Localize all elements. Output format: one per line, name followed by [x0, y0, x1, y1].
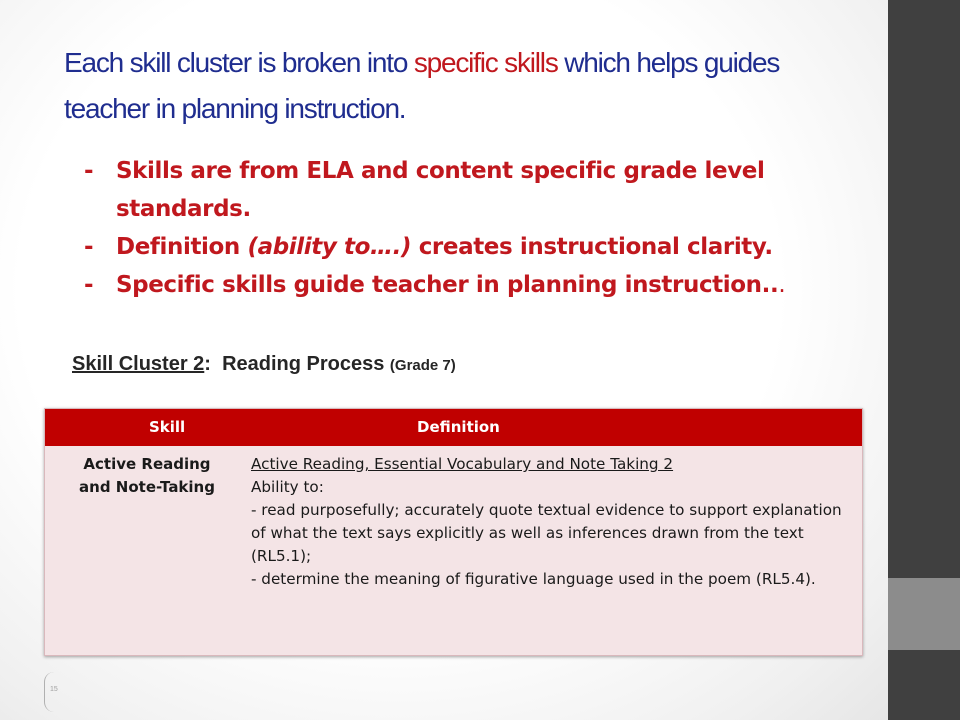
skill-cluster-heading	[72, 353, 456, 376]
table-header-row	[45, 409, 862, 446]
skill-table	[44, 408, 863, 656]
cluster-label: Skill Cluster 2	[72, 353, 205, 375]
bullet-text-italic: (ability to….)	[247, 234, 412, 260]
bullet-dash: -	[84, 158, 94, 184]
definition-line: Ability to:	[251, 478, 324, 496]
bullet-item	[84, 266, 884, 304]
bullet-text: Specific skills guide teacher in planning instruction..	[116, 272, 779, 298]
cluster-colon: :	[204, 353, 223, 375]
side-decoration-bar	[888, 0, 960, 720]
header-skill: Skill	[149, 418, 186, 436]
bullet-dash: -	[84, 234, 94, 260]
bullet-item	[84, 228, 884, 266]
skill-name-line: Active Reading	[83, 455, 211, 473]
bullet-dash: -	[84, 272, 94, 298]
definition-line: - determine the meaning of figurative language used in the poem (RL5.4).	[251, 570, 816, 588]
title-highlight: specific skills	[413, 47, 558, 78]
skill-name-line: and Note-Taking	[79, 478, 215, 496]
cluster-grade: (Grade 7)	[389, 357, 456, 374]
definition-line: - read purposefully; accurately quote textual evidence to support explanation of what the text says explicitly as well as inferences drawn from the text (RL5.1);	[251, 501, 842, 565]
title-part1: Each skill cluster is broken into	[64, 47, 414, 78]
side-decoration-block	[888, 578, 960, 650]
bullet-text: Skills are from ELA and content specific grade level standards.	[116, 158, 765, 222]
header-definition: Definition	[417, 418, 500, 436]
page-number-bracket	[44, 672, 61, 712]
bullet-text-pre: Definition	[116, 234, 248, 260]
definition-title: Active Reading, Essential Vocabulary and Note Taking 2	[251, 455, 674, 473]
definition-cell	[251, 453, 857, 591]
page-number: 15	[50, 686, 58, 693]
title-part2: which helps guides teacher in planning instruction.	[64, 47, 780, 124]
cluster-name: Reading Process	[222, 353, 390, 375]
skill-cell	[49, 453, 245, 499]
slide-title	[64, 40, 864, 132]
bullet-trailing-period: .	[778, 272, 786, 298]
bullet-item	[84, 152, 884, 228]
bullet-text-post: creates instructional clarity.	[411, 234, 773, 260]
bullet-list	[84, 152, 884, 304]
